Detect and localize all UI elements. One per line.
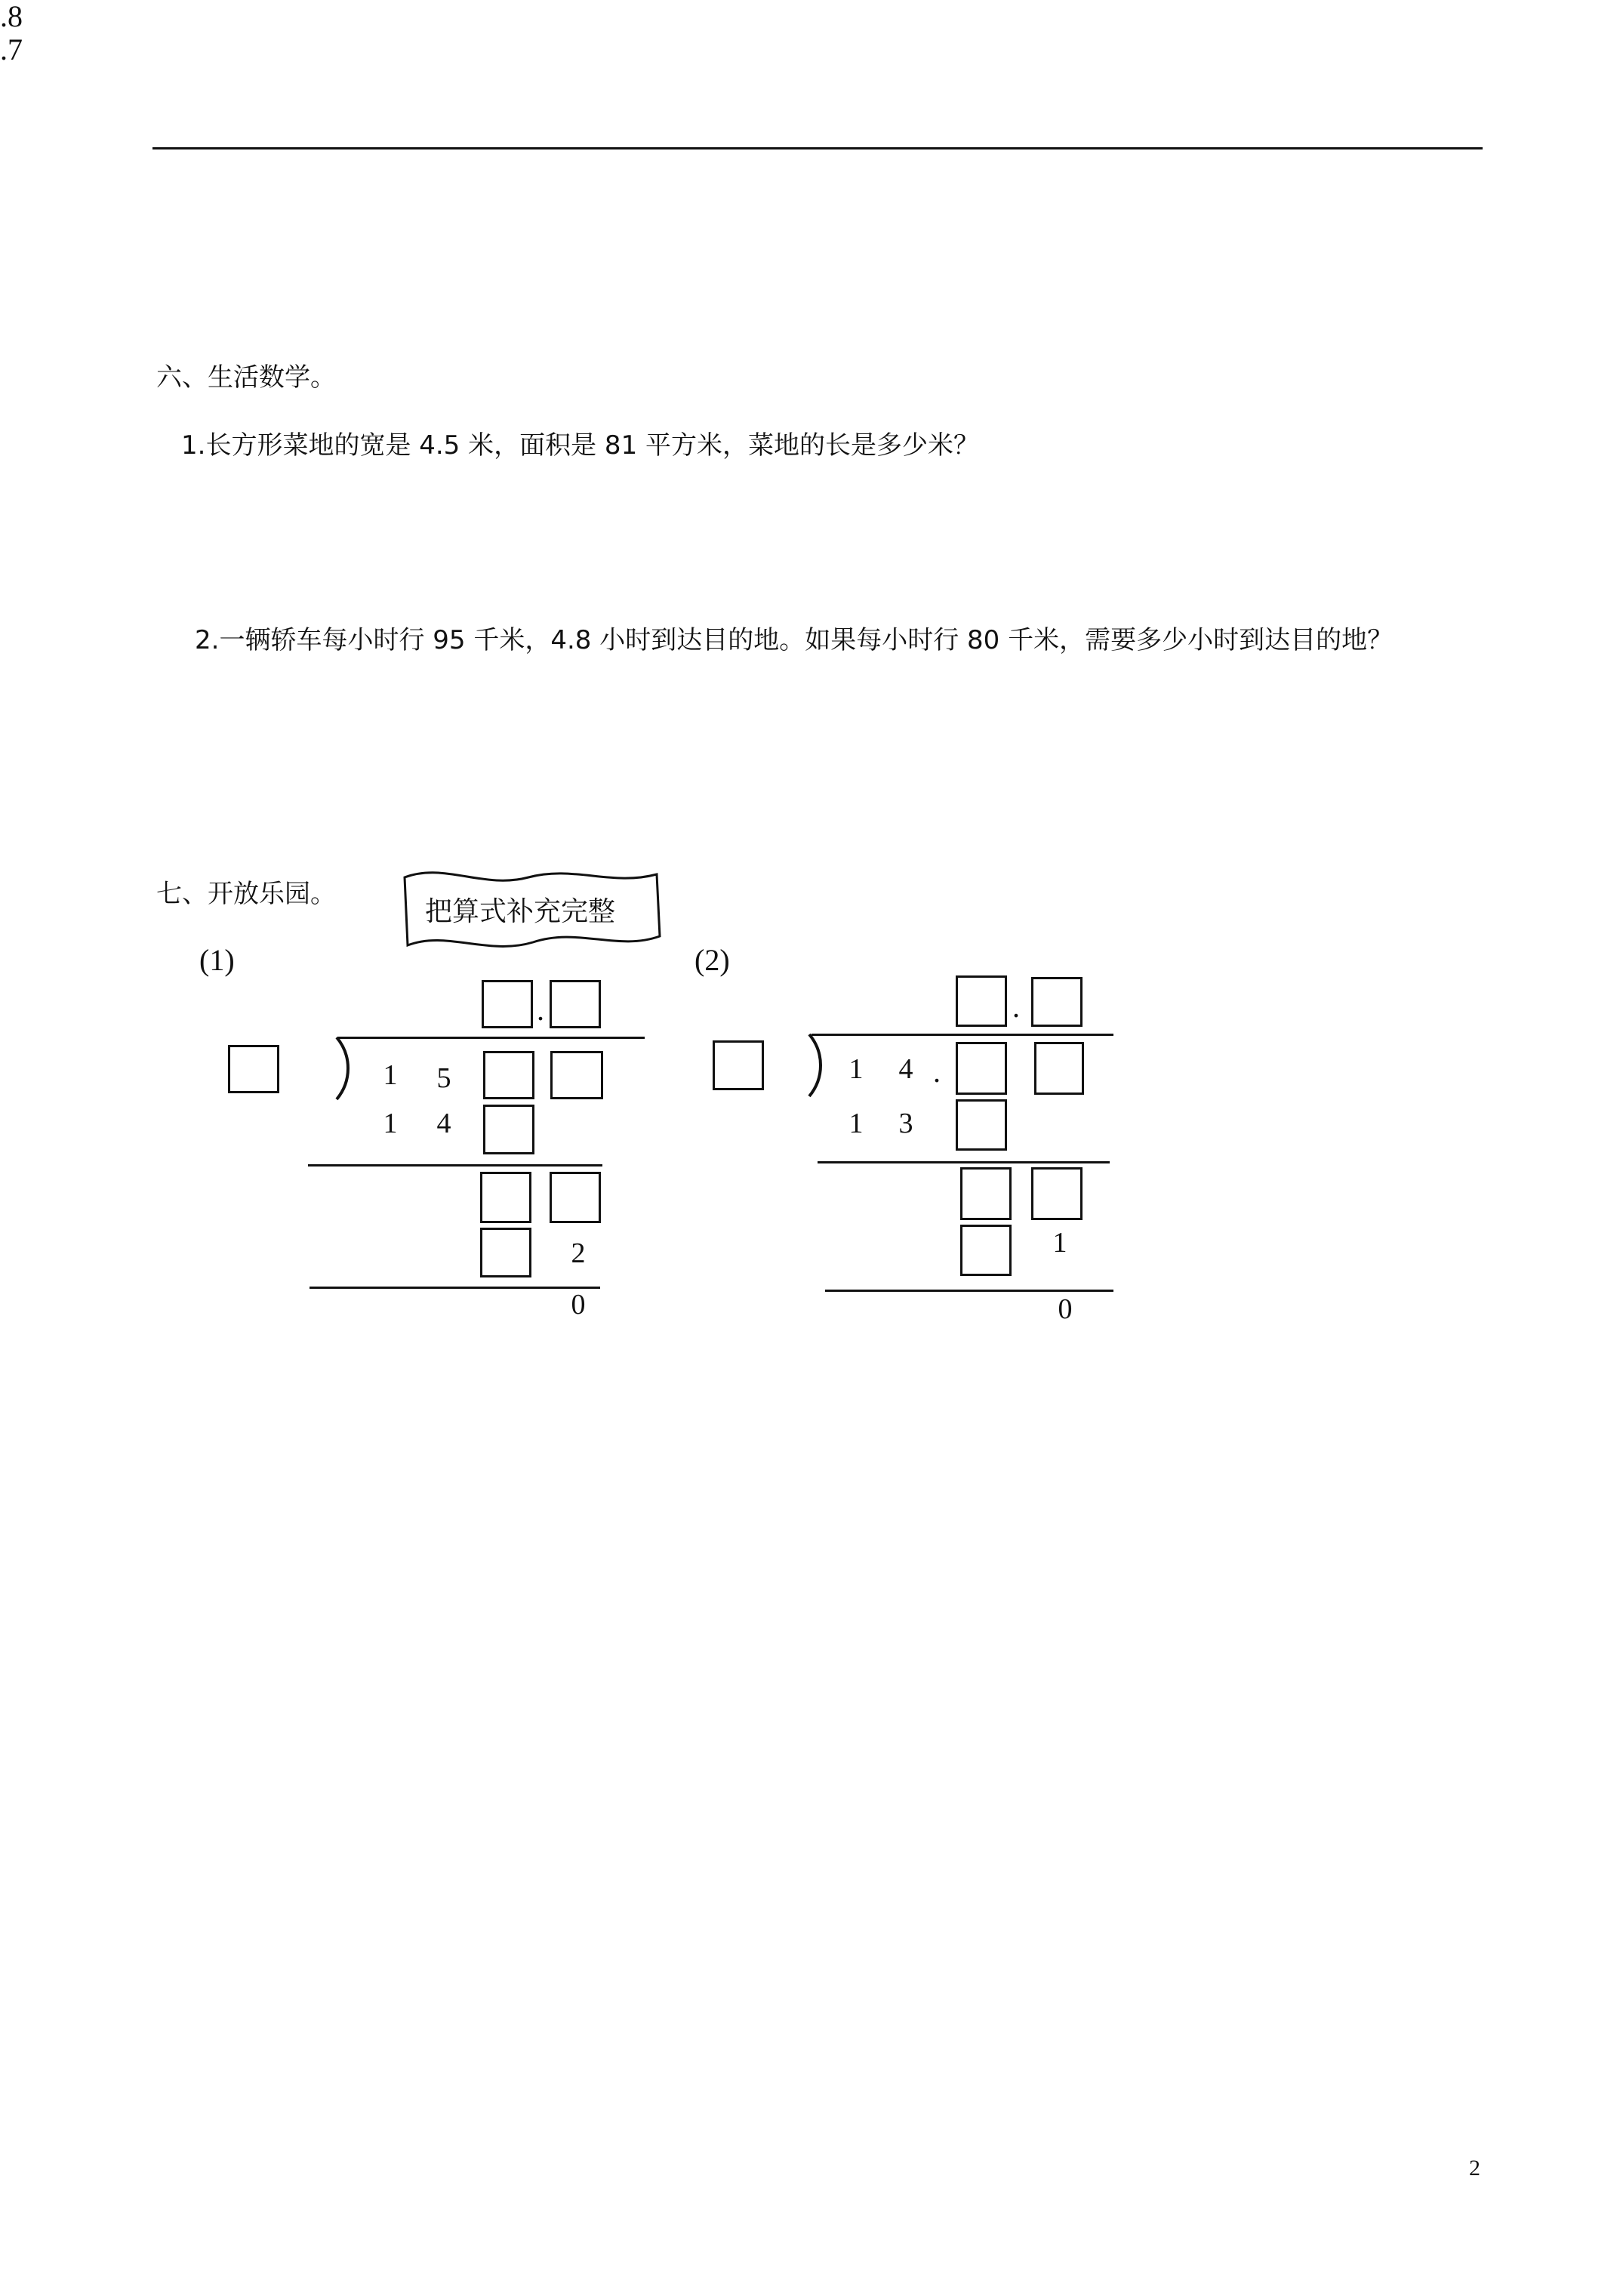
p2-quotient-box-2[interactable] bbox=[1031, 977, 1083, 1027]
p2-step2-box[interactable] bbox=[960, 1225, 1012, 1276]
p1-step1-box[interactable] bbox=[483, 1105, 534, 1154]
p1-quotient-dot: . bbox=[537, 993, 544, 1027]
p1-step1-digit-2: 4 bbox=[436, 1108, 451, 1139]
p1-quotient-box-1[interactable] bbox=[482, 980, 533, 1028]
p2-step1-digit-1: 1 bbox=[848, 1108, 864, 1139]
section-6-heading: 六、生活数学。 bbox=[156, 362, 336, 393]
p1-division-bar bbox=[338, 1037, 645, 1039]
p2-remainder-box-1[interactable] bbox=[960, 1167, 1012, 1220]
p1-remainder-box-1[interactable] bbox=[480, 1172, 531, 1223]
p2-dividend-box-1[interactable] bbox=[956, 1042, 1007, 1095]
p1-dividend-box-2[interactable] bbox=[550, 1051, 603, 1099]
p1-dividend-digit-2: 5 bbox=[436, 1062, 451, 1094]
page-number: 2 bbox=[1469, 2156, 1480, 2180]
header-rule bbox=[152, 147, 1483, 149]
p2-quotient-dot: . bbox=[1012, 990, 1020, 1024]
p1-step2-digit: 2 bbox=[571, 1237, 586, 1269]
p2-dividend-dot: . bbox=[933, 1055, 941, 1089]
p2-final-digit: 0 bbox=[1058, 1293, 1073, 1325]
question-2: 2.一辆轿车每小时行 95 千米，4.8 小时到达目的地。如果每小时行 80 千米，需要多少小时到达目的地？ bbox=[195, 625, 1394, 655]
p2-division-bar bbox=[812, 1034, 1113, 1036]
p2-step1-box[interactable] bbox=[956, 1099, 1007, 1151]
p2-dividend-digit-2: 4 bbox=[898, 1053, 913, 1085]
section-7-heading: 七、开放乐园。 bbox=[156, 879, 336, 909]
problem-1-label: (1) bbox=[199, 943, 235, 977]
p2-line-1 bbox=[818, 1161, 1110, 1163]
p1-division-bracket bbox=[332, 1036, 355, 1101]
p1-divisor-box[interactable] bbox=[228, 1045, 279, 1093]
p1-final-digit: 0 bbox=[571, 1289, 586, 1321]
banner-text: 把算式补充完整 bbox=[425, 896, 616, 927]
p1-dividend-box-1[interactable] bbox=[483, 1051, 534, 1099]
p2-divisor-box[interactable] bbox=[713, 1040, 764, 1090]
question-1: 1.长方形菜地的宽是 4.5 米，面积是 81 平方米，菜地的长是多少米？ bbox=[181, 430, 980, 461]
p2-dividend-box-2[interactable] bbox=[1034, 1042, 1084, 1095]
p1-remainder-box-2[interactable] bbox=[550, 1172, 601, 1223]
p2-step2-digit: 1 bbox=[1052, 1227, 1067, 1259]
p2-division-bracket bbox=[805, 1033, 827, 1098]
p2-step1-digit-2: 3 bbox=[898, 1108, 913, 1139]
p2-line-2 bbox=[825, 1290, 1113, 1292]
problem-2-label: (2) bbox=[694, 943, 730, 977]
p1-dividend-digit-1: 1 bbox=[383, 1059, 398, 1091]
p1-step1-digit-1: 1 bbox=[383, 1108, 398, 1139]
p2-divisor-tail: .7 bbox=[0, 32, 23, 66]
p2-quotient-box-1[interactable] bbox=[956, 975, 1007, 1027]
p1-divisor-tail: .8 bbox=[0, 0, 23, 33]
p1-step2-box[interactable] bbox=[480, 1228, 531, 1277]
p1-line-1 bbox=[308, 1164, 602, 1166]
p2-dividend-digit-1: 1 bbox=[848, 1053, 864, 1085]
p2-remainder-box-2[interactable] bbox=[1031, 1167, 1083, 1220]
p1-quotient-box-2[interactable] bbox=[550, 980, 601, 1028]
p1-line-2 bbox=[310, 1287, 600, 1289]
